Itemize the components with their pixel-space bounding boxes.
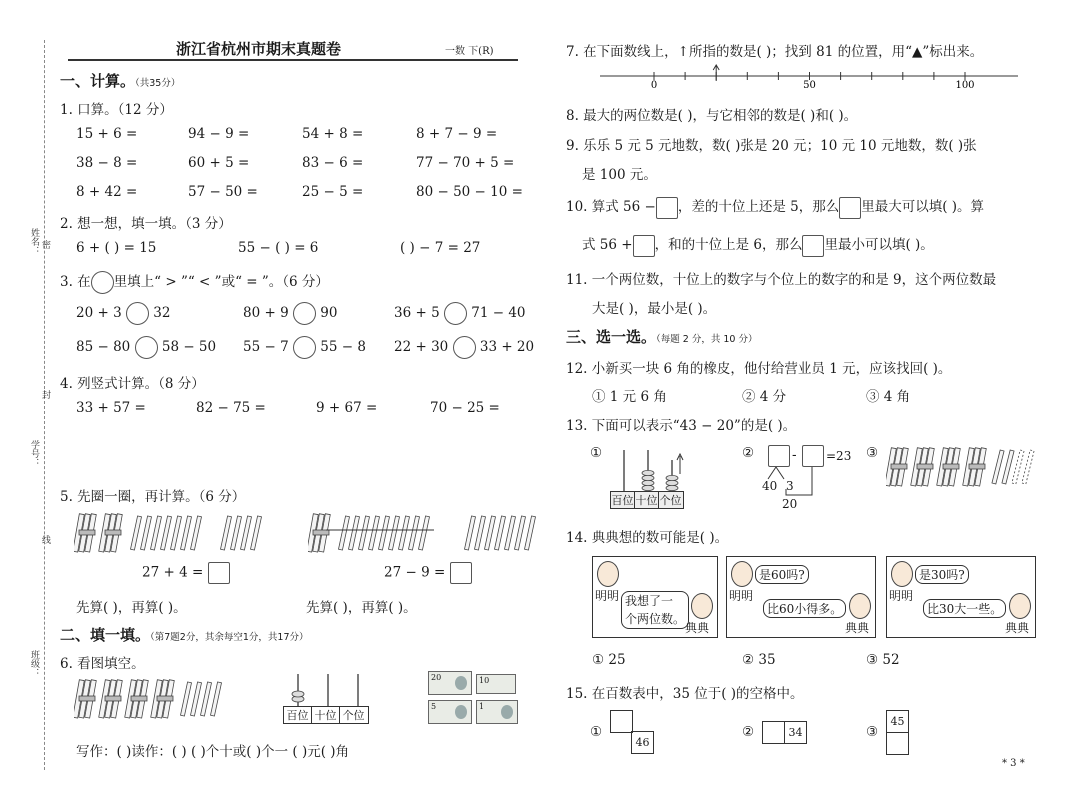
q9-line2: 是 100 元。 [582, 167, 657, 183]
q14-panel-3 [886, 556, 1036, 638]
q14-panel-1 [592, 556, 718, 638]
q14-option-3[interactable]: ③ 52 [866, 652, 900, 668]
side-id-label: 学号： [29, 440, 39, 467]
q15-cell-46: 46 [631, 731, 654, 754]
q1-label: 1. 口算。（12 分） [60, 102, 173, 118]
q13-option-2[interactable]: ② [742, 445, 755, 461]
q1-r1c2: 83 − 6 = [302, 155, 364, 171]
q1-r2c2: 25 − 5 = [302, 184, 364, 200]
q6-answer-line[interactable]: 写作：( )读作：( ) ( )个十或( )个一 ( )元( )角 [76, 744, 350, 760]
stick-bundle-icon [99, 514, 123, 552]
banknote-5-icon: 5 [428, 700, 472, 724]
mingming-label: 明明 [729, 589, 754, 603]
single-sticks-icon [131, 516, 202, 550]
q6-label: 6. 看图填空。 [60, 656, 145, 672]
q4-item-2: 9 + 67 = [316, 400, 378, 416]
q1-r1c0: 38 − 8 = [76, 155, 138, 171]
speech-bubble: 比30大一些。 [923, 599, 1006, 618]
q1-r0c0: 15 + 6 = [76, 126, 138, 142]
q15-grid-3 [886, 710, 910, 756]
diandian-label: 典典 [1005, 621, 1030, 635]
q15-option-1[interactable]: ① [590, 724, 603, 740]
mingming-avatar [597, 561, 619, 587]
q14-panel-2 [726, 556, 876, 638]
section2-note: （第7题2分，其余每空1分，共17分） [150, 632, 309, 643]
q2-item-1[interactable]: 55 − ( ) = 6 [238, 240, 319, 256]
q3-item-2[interactable]: 36 + 5 71 − 40 [394, 302, 526, 325]
diandian-avatar [1009, 593, 1031, 619]
abacus-label-hundreds: 百位 [284, 707, 312, 723]
section1-note: （共35分） [135, 78, 181, 89]
q1-r1c3: 77 − 70 + 5 = [416, 155, 515, 171]
abacus-label-ones: 个位 [342, 709, 365, 722]
q14-option-2[interactable]: ② 35 [742, 652, 776, 668]
stick-bundle-icon [911, 448, 935, 486]
answer-box[interactable] [802, 235, 824, 257]
mingming-avatar [891, 561, 913, 587]
q1-r0c2: 54 + 8 = [302, 126, 364, 142]
q5-label: 5. 先圈一圈，再计算。（6 分） [60, 489, 246, 505]
q12-label: 12. 小新买一块 6 角的橡皮，他付给营业员 1 元，应该找回( )。 [566, 361, 952, 377]
single-sticks-icon [992, 450, 1014, 484]
q4-label: 4. 列竖式计算。（8 分） [60, 376, 205, 392]
side-seal-mark: 密 [40, 240, 50, 249]
side-xian-mark: 线 [40, 535, 50, 544]
page-number: * 3 * [1002, 758, 1025, 769]
q12-option-1[interactable]: ① 1 元 6 角 [592, 389, 667, 405]
q12-option-3[interactable]: ③ 4 角 [866, 389, 911, 405]
side-feng-mark: 封 [40, 390, 50, 399]
single-sticks-icon [221, 516, 262, 550]
compare-circle[interactable] [135, 336, 158, 359]
q13-split-3: 3 [786, 479, 794, 493]
stick-bundle-icon [151, 680, 175, 718]
q13-split-40: 40 [762, 479, 778, 493]
answer-box[interactable] [208, 562, 230, 584]
q5-sticks-left-illustration [74, 510, 274, 558]
q14-label: 14. 典典想的数可能是( )。 [566, 530, 729, 546]
banknote-20-icon: 20 [428, 671, 472, 695]
q15-option-2[interactable]: ② [742, 724, 755, 740]
q13-eq-result: =23 [826, 449, 852, 463]
q3-item-5[interactable]: 22 + 30 33 + 20 [394, 336, 534, 359]
number-line-tick-label: 100 [955, 80, 975, 90]
q13-option-3[interactable]: ③ [866, 445, 879, 461]
answer-box[interactable] [656, 197, 678, 219]
q1-r2c3: 80 − 50 − 10 = [416, 184, 523, 200]
stick-bundle-icon [125, 680, 149, 718]
q5-eq2: 27 − 9 = [384, 562, 472, 584]
q3-item-0[interactable]: 20 + 3 32 [76, 302, 170, 325]
q11-line1: 11. 一个两位数，十位上的数字与个位上的数字的和是 9，这个两位数最 [566, 272, 997, 288]
q5-eq1: 27 + 4 = [142, 562, 230, 584]
q3-item-4[interactable]: 55 − 7 55 − 8 [243, 336, 366, 359]
q15-grid-2 [762, 721, 808, 743]
q2-item-0[interactable]: 6 + ( ) = 15 [76, 240, 157, 256]
section2-heading: 二、填一填。（第7题2分，其余每空1分，共17分） [60, 626, 309, 644]
q4-item-0: 33 + 57 = [76, 400, 146, 416]
q1-r2c1: 57 − 50 = [188, 184, 258, 200]
stick-bundle-icon [963, 448, 987, 486]
q6-abacus-labels [283, 706, 369, 724]
banknote-1-icon: 1 [476, 700, 518, 724]
mingming-avatar [731, 561, 753, 587]
q2-item-2[interactable]: ( ) − 7 = 27 [400, 240, 481, 256]
q4-item-3: 70 − 25 = [430, 400, 500, 416]
compare-circle[interactable] [293, 302, 316, 325]
diandian-avatar [691, 593, 713, 619]
q15-option-3[interactable]: ③ [866, 724, 879, 740]
q9-line1[interactable]: 9. 乐乐 5 元 5 元地数，数( )张是 20 元；10 元 10 元地数，数( )张 [566, 138, 977, 154]
mingming-label: 明明 [595, 589, 620, 603]
banknote-10-icon: 10 [476, 674, 516, 694]
q1-r1c1: 60 + 5 = [188, 155, 250, 171]
abacus-label-tens: 十位 [635, 494, 658, 507]
q8-label[interactable]: 8. 最大的两位数是( )，与它相邻的数是( )和( )。 [566, 108, 858, 124]
q1-r0c1: 94 − 9 = [188, 126, 250, 142]
stick-bundle-icon [74, 680, 96, 718]
answer-box[interactable] [839, 197, 861, 219]
q7-label: 7. 在下面数线上，↑所指的数是( )；找到 81 的位置，用“▲”标出来。 [566, 44, 984, 60]
q15-cell-45: 45 [886, 710, 909, 733]
compare-circle[interactable] [444, 302, 467, 325]
stick-bundle-icon [886, 448, 908, 486]
mingming-label: 明明 [889, 589, 914, 603]
speech-bubble: 是30吗? [915, 565, 969, 584]
diandian-avatar [849, 593, 871, 619]
single-sticks-icon [339, 516, 430, 550]
q1-r2c0: 8 + 42 = [76, 184, 138, 200]
stick-bundle-icon [74, 514, 96, 552]
single-sticks-icon [465, 516, 536, 550]
subject-label: 一数 下(R) [445, 46, 494, 57]
q6-abacus-illustration [283, 670, 373, 706]
speech-bubble: 是60吗? [755, 565, 809, 584]
q13-sticks-illustration [886, 444, 1036, 490]
q13-option-1[interactable]: ① [590, 445, 603, 461]
answer-box[interactable] [633, 235, 655, 257]
q13-split-20: 20 [782, 497, 798, 511]
q12-option-2[interactable]: ② 4 分 [742, 389, 787, 405]
q10-line1: 10. 算式 56 − ，差的十位上还是 5，那么 里最大可以填( )。算 [566, 195, 984, 219]
single-sticks-icon [181, 682, 222, 716]
q7-number-line [600, 62, 1020, 90]
section1-heading: 一、计算。（共35分） [60, 72, 181, 90]
compare-circle[interactable] [293, 336, 316, 359]
q5-order-right[interactable]: 先算( )，再算( )。 [306, 600, 417, 616]
q15-grid-1 [610, 710, 654, 754]
number-line-tick-label: 0 [650, 80, 658, 90]
q10-line2: 式 56 + ，和的十位上是 6，那么 里最小可以填( )。 [582, 233, 934, 257]
q4-item-1: 82 − 75 = [196, 400, 266, 416]
speech-bubble: 比60小得多。 [763, 599, 846, 618]
page-title: 浙江省杭州市期末真题卷 [176, 40, 342, 58]
q5-sticks-right-illustration [308, 510, 538, 558]
abacus-label-tens: 十位 [312, 707, 340, 723]
header-rule [68, 59, 518, 61]
abacus-label-ones: 个位 [659, 494, 682, 507]
diandian-label: 典典 [685, 621, 710, 635]
stick-bundle-icon [99, 680, 123, 718]
abacus-label-hundreds: 百位 [611, 494, 634, 507]
q13-abacus-illustration [610, 448, 690, 492]
q5-order-left[interactable]: 先算( )，再算( )。 [76, 600, 187, 616]
section3-note: （每题 2 分，共 10 分） [656, 334, 758, 345]
number-line-arrow-icon [713, 65, 719, 81]
q3-label: 3. 在 里填上“ > ”“ < ”或“ = ”。（6 分） [60, 270, 329, 294]
q15-cell-34: 34 [784, 721, 807, 744]
side-class-label: 班级： [29, 650, 39, 677]
q1-r0c3: 8 + 7 − 9 = [416, 126, 498, 142]
stick-bundle-icon [937, 448, 961, 486]
q13-split-diagram: - =23 40 3 20 [762, 447, 852, 511]
q15-label: 15. 在百数表中，35 位于( )的空格中。 [566, 686, 804, 702]
compare-circle-icon [91, 271, 114, 294]
answer-box[interactable] [450, 562, 472, 584]
compare-circle[interactable] [453, 336, 476, 359]
diandian-label: 典典 [845, 621, 870, 635]
q3-item-1[interactable]: 80 + 9 90 [243, 302, 337, 325]
q11-line2[interactable]: 大是( )，最小是( )。 [592, 301, 717, 317]
number-line-tick-label: 50 [803, 80, 816, 90]
q13-label: 13. 下面可以表示“43 − 20”的是( )。 [566, 418, 797, 434]
side-name-label: 姓名： [29, 228, 39, 255]
q2-label: 2. 想一想，填一填。（3 分） [60, 216, 232, 232]
q13-abacus-labels [610, 491, 684, 509]
q3-item-3[interactable]: 85 − 80 58 − 50 [76, 336, 216, 359]
compare-circle[interactable] [126, 302, 149, 325]
binding-line [44, 40, 45, 770]
speech-bubble: 我想了一 个两位数。 [621, 591, 689, 629]
q14-option-1[interactable]: ① 25 [592, 652, 626, 668]
q6-sticks-illustration [74, 676, 234, 724]
section3-heading: 三、选一选。（每题 2 分，共 10 分） [566, 328, 758, 346]
stick-bundle-icon [308, 514, 330, 552]
